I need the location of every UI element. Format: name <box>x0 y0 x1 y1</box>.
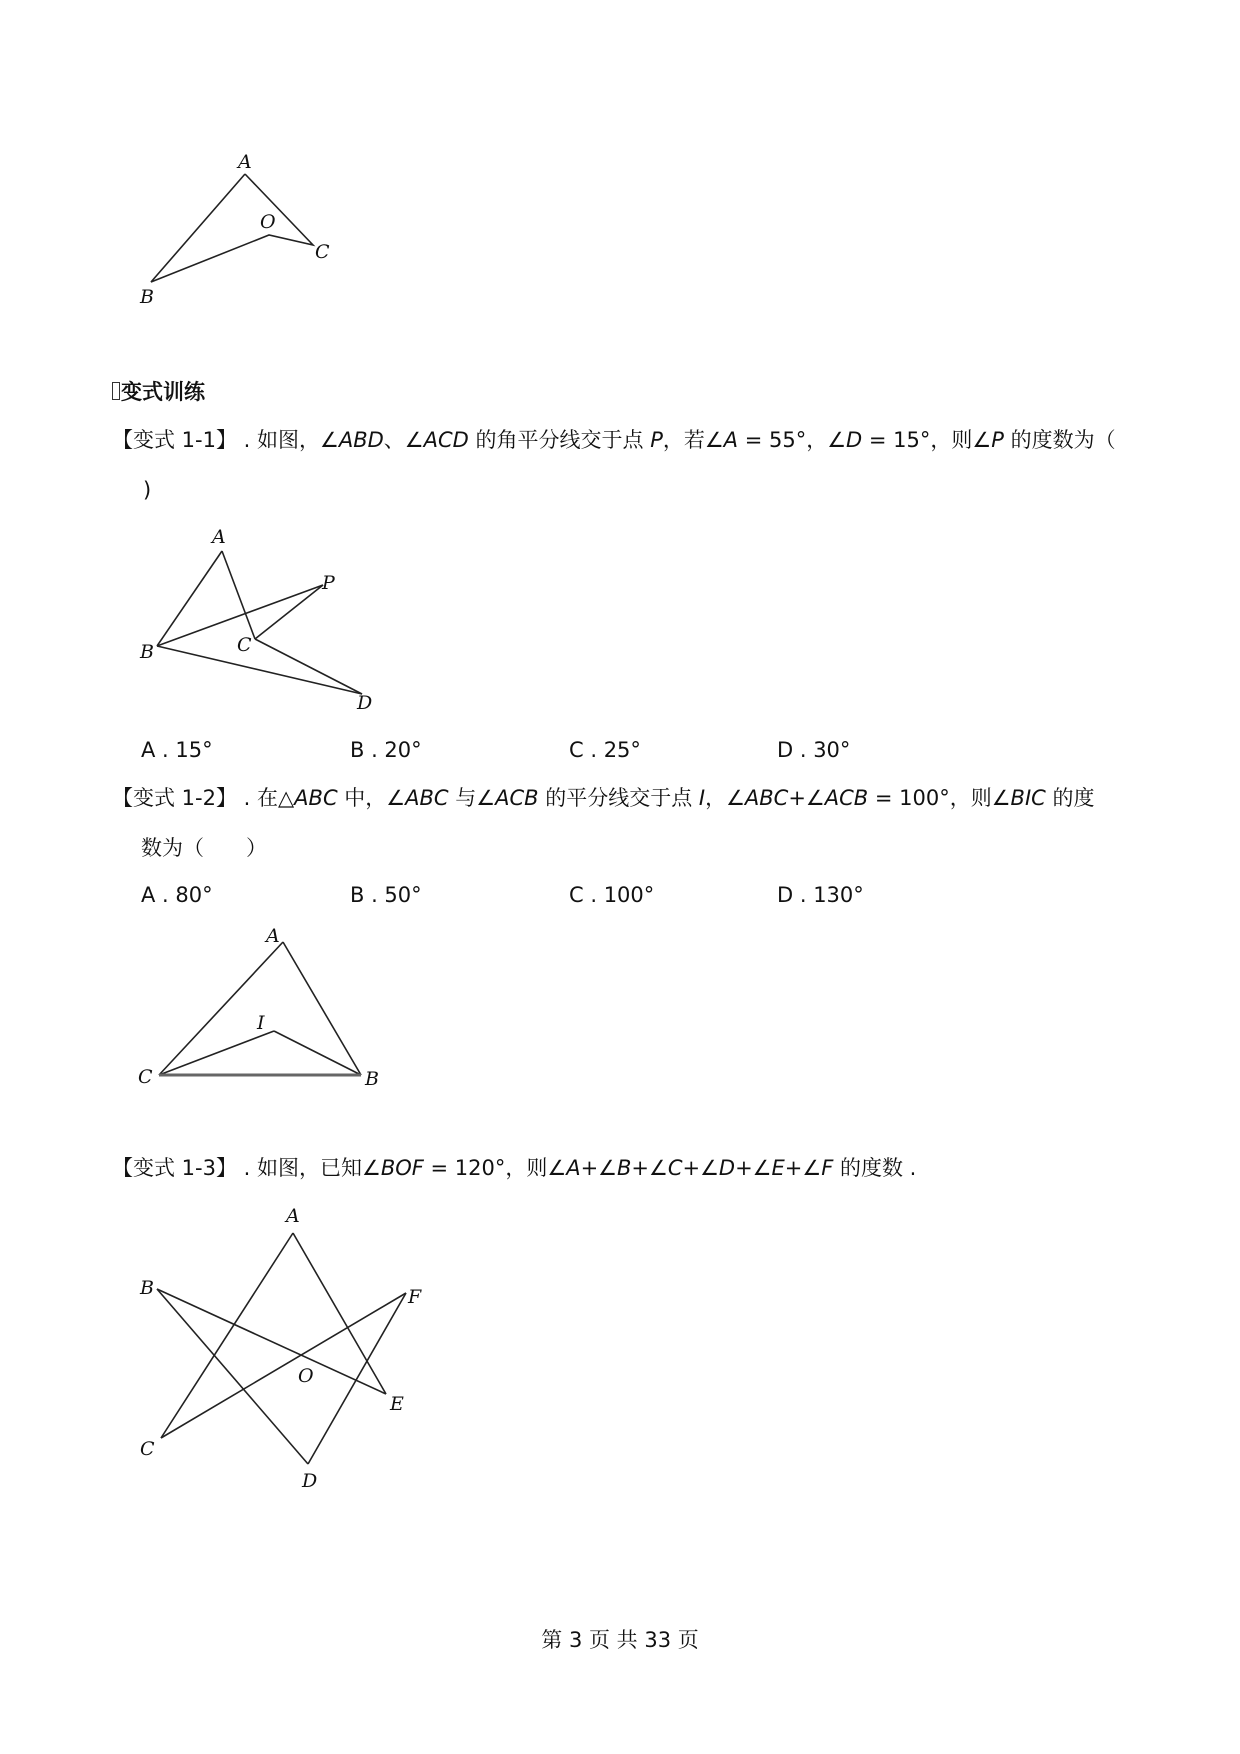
math-expr: ∠ABC+∠ACB <box>726 786 869 810</box>
section-title: 变式训练 <box>121 380 205 404</box>
figure-1-2-lines <box>159 942 361 1075</box>
figure-1-3-lines <box>157 1233 406 1464</box>
math-expr: P <box>650 428 663 452</box>
question-tag: 【变式 1-2】 <box>112 786 237 810</box>
question-text: . 在△ <box>236 786 295 810</box>
figure-1-3-label-A: A <box>286 1205 300 1227</box>
math-expr: I <box>698 786 706 810</box>
option-c[interactable]: C . 100° <box>569 883 655 907</box>
question-text: 中， <box>337 786 387 810</box>
question-1-1-continuation: ) <box>143 478 152 502</box>
figure-1-2-label-A: A <box>266 925 280 947</box>
box-glyph-icon <box>112 382 120 400</box>
question-text: = 15°，则 <box>862 428 973 452</box>
figure-0-label-O: O <box>260 211 276 233</box>
question-text: = 100°，则 <box>868 786 992 810</box>
option-b[interactable]: B . 50° <box>350 883 422 907</box>
math-expr: ∠A+∠B+∠C+∠D+∠E+∠F <box>547 1156 834 1180</box>
math-expr: ∠ABC <box>386 786 449 810</box>
figure-1-3-label-O: O <box>298 1365 314 1387</box>
question-tag: 【变式 1-3】 <box>112 1156 237 1180</box>
page-footer: 第 3 页 共 33 页 <box>541 1628 699 1652</box>
figure-1-1-label-D: D <box>357 692 373 714</box>
math-expr: ∠A <box>704 428 739 452</box>
option-d[interactable]: D . 30° <box>777 738 851 762</box>
figure-1-1-label-C: C <box>237 634 252 656</box>
figure-0-label-B: B <box>140 286 154 308</box>
option-a[interactable]: A . 15° <box>141 738 213 762</box>
figure-1-1-label-P: P <box>322 572 335 594</box>
math-expr: ∠P <box>972 428 1004 452</box>
figure-1-3-label-E: E <box>390 1393 404 1415</box>
figure-1-2-label-C: C <box>138 1066 153 1088</box>
question-text: 与 <box>448 786 477 810</box>
math-expr: ABC <box>294 786 338 810</box>
figure-0-label-C: C <box>315 241 330 263</box>
figure-1-1-label-B: B <box>140 641 154 663</box>
math-expr: ∠BOF <box>362 1156 424 1180</box>
figure-1-3-label-C: C <box>140 1438 155 1460</box>
option-c[interactable]: C . 25° <box>569 738 641 762</box>
math-expr: ∠ACD <box>404 428 469 452</box>
math-expr: ∠ACB <box>476 786 539 810</box>
question-tag: 【变式 1-1】 <box>112 428 237 452</box>
option-b[interactable]: B . 20° <box>350 738 422 762</box>
figure-0-lines <box>151 174 313 282</box>
figure-1-3-label-B: B <box>140 1277 154 1299</box>
question-text: 的度数为（ <box>1003 428 1116 452</box>
question-text: 、 <box>383 428 405 452</box>
question-text: 的度数 . <box>833 1156 917 1180</box>
figure-1-1-label-A: A <box>212 526 226 548</box>
question-text: = 120°，则 <box>423 1156 548 1180</box>
question-text: . 如图，已知 <box>236 1156 363 1180</box>
math-expr: ∠ABD <box>320 428 384 452</box>
math-expr: ∠D <box>827 428 863 452</box>
figure-0-label-A: A <box>238 151 252 173</box>
option-a[interactable]: A . 80° <box>141 883 213 907</box>
figure-1-3-label-F: F <box>408 1286 422 1308</box>
question-text: 的平分线交于点 <box>538 786 699 810</box>
question-text: 的角平分线交于点 <box>468 428 651 452</box>
figure-1-2-label-B: B <box>365 1068 379 1090</box>
section-heading <box>112 378 205 406</box>
question-text: 的度 <box>1045 786 1095 810</box>
question-text: ， <box>705 786 727 810</box>
question-text: ，若 <box>662 428 705 452</box>
question-1-2 <box>112 784 1095 812</box>
question-1-1 <box>112 426 1116 454</box>
question-1-3 <box>112 1154 916 1182</box>
option-d[interactable]: D . 130° <box>777 883 864 907</box>
question-text: = 55°， <box>738 428 828 452</box>
question-text: . 如图， <box>236 428 321 452</box>
figure-1-2-label-I: I <box>257 1012 265 1034</box>
figure-1-3-label-D: D <box>302 1470 318 1492</box>
math-expr: ∠BIC <box>991 786 1046 810</box>
question-1-2-continuation: 数为（ ） <box>141 836 267 860</box>
